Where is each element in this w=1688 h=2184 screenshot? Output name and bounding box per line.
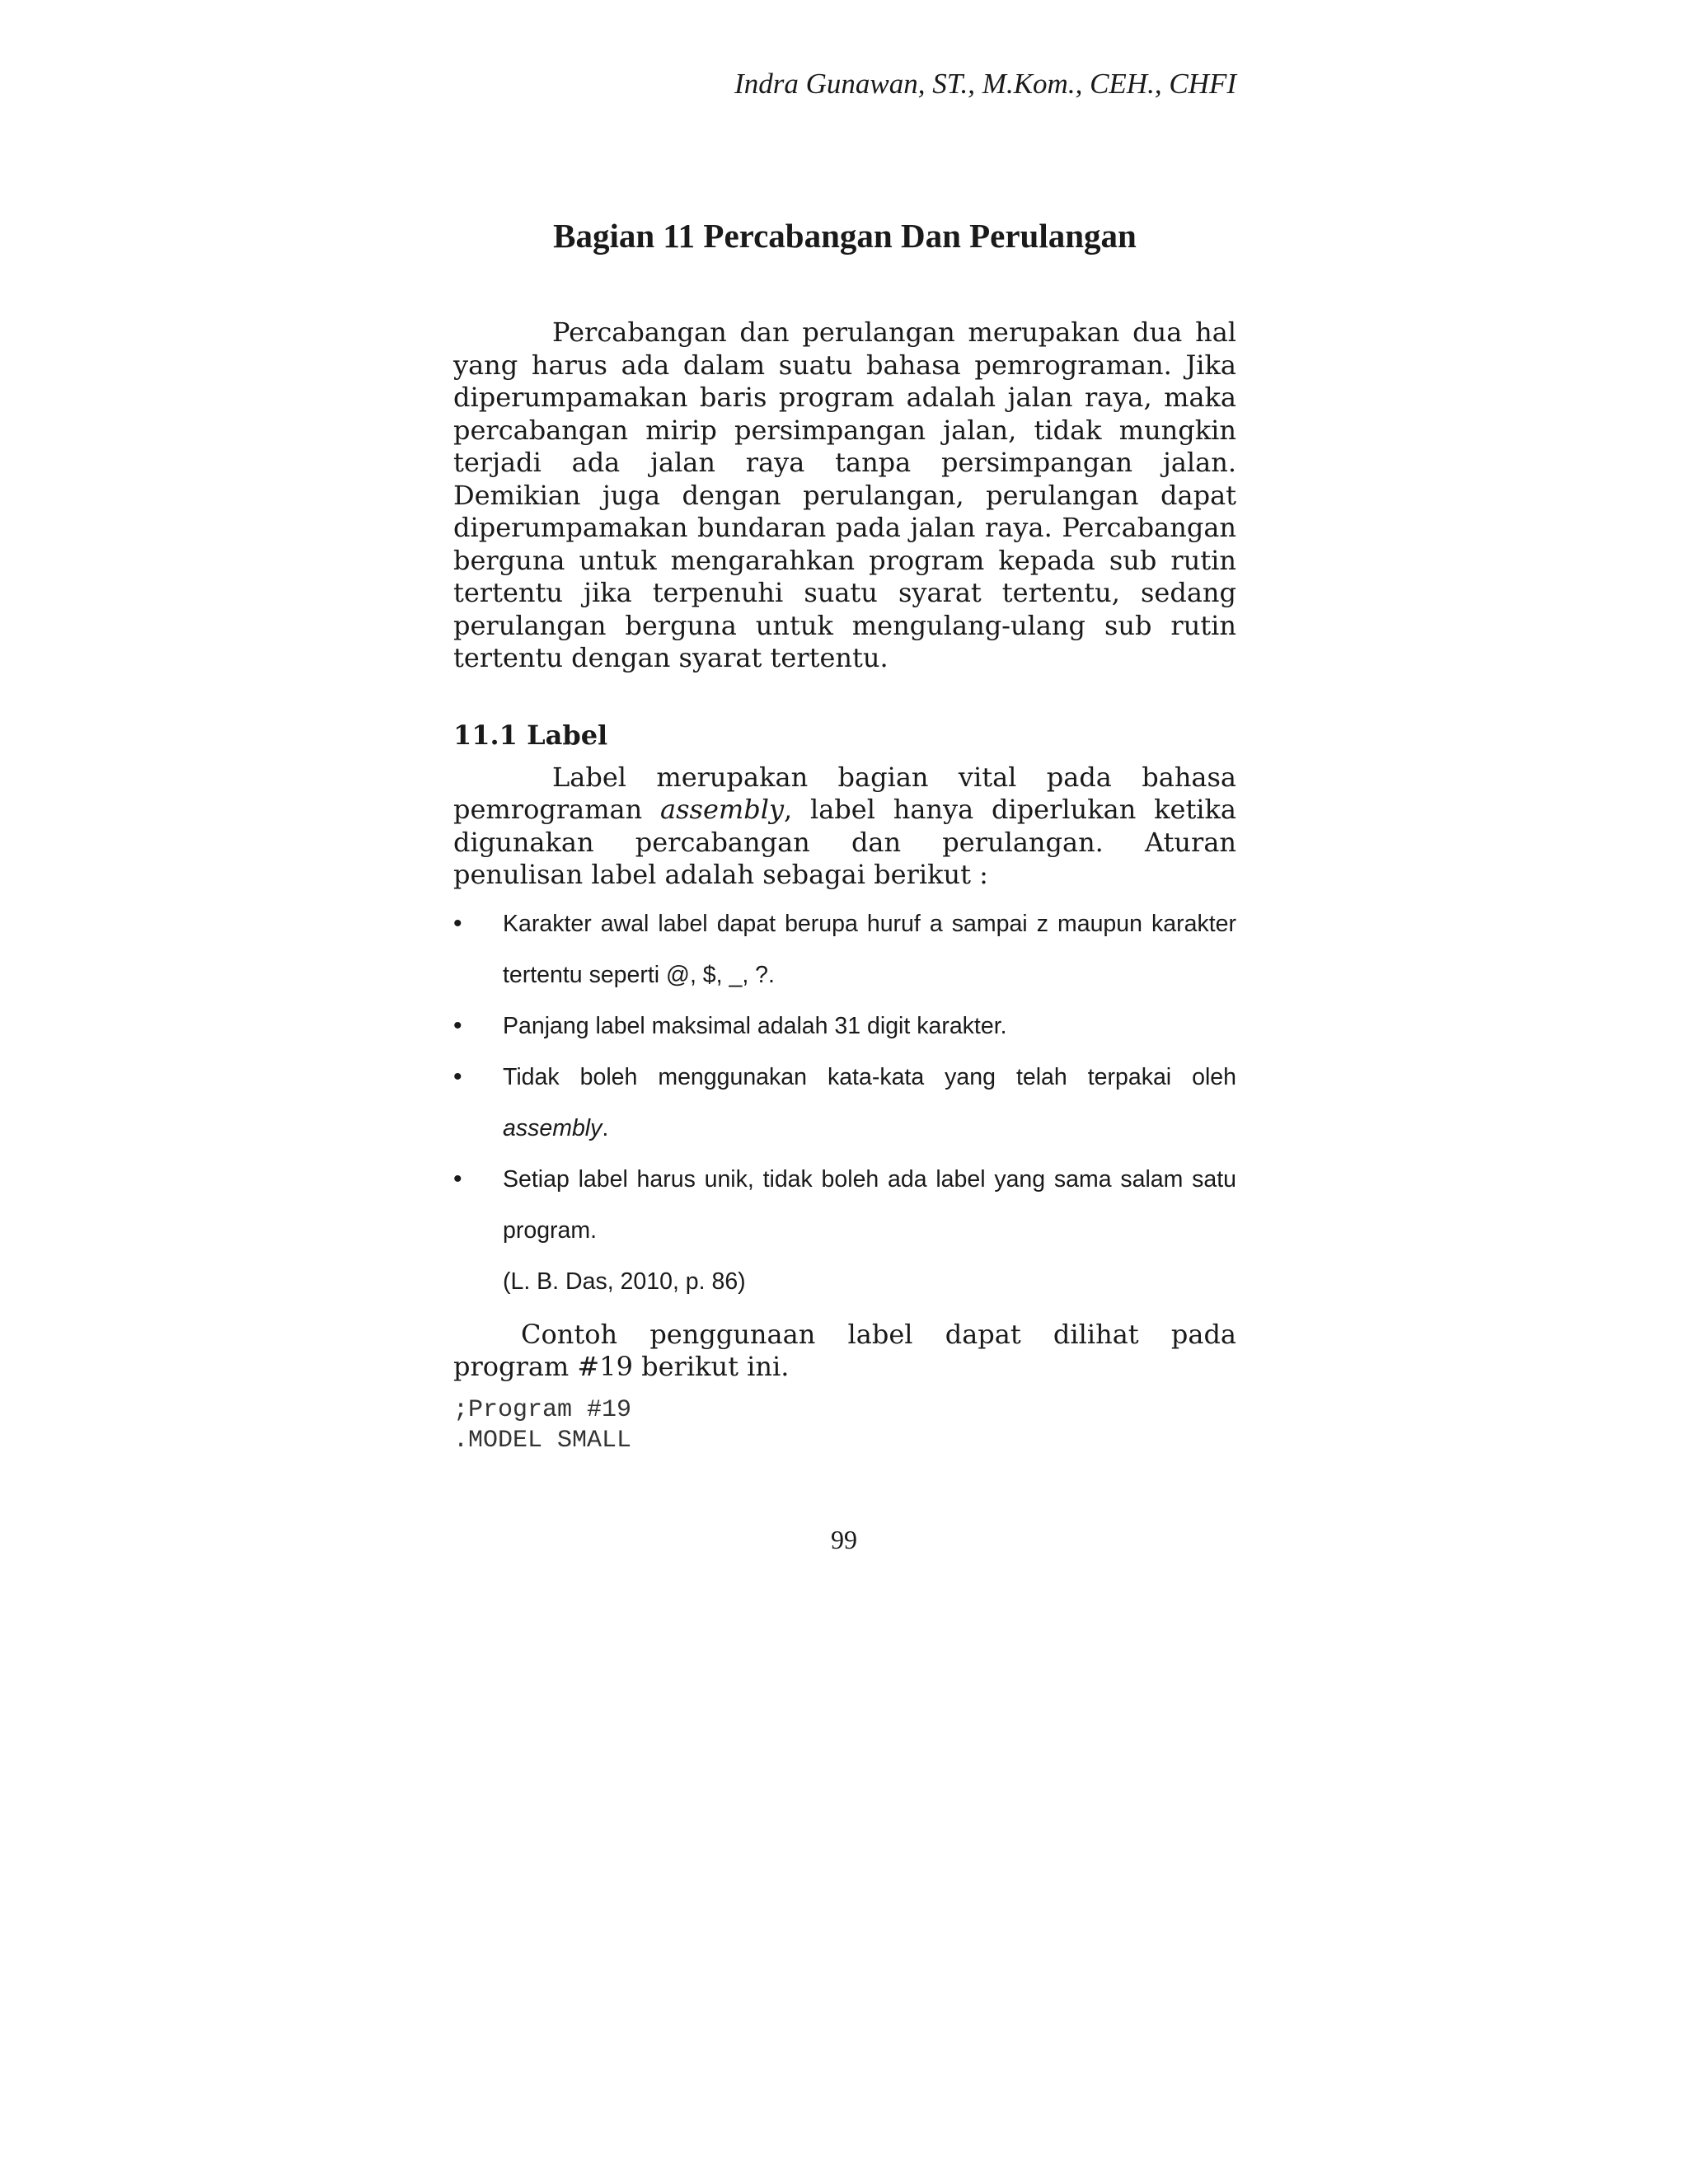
section-heading: 11.1 Label — [453, 719, 608, 751]
label-paragraph-emphasis: assembly — [660, 794, 785, 825]
code-block — [453, 1395, 1236, 1456]
list-item — [453, 1154, 1236, 1256]
label-paragraph — [453, 762, 1236, 892]
citation: (L. B. Das, 2010, p. 86) — [503, 1268, 746, 1295]
label-paragraph-text: Label merupakan bagian vital pada bahasa pemrograman — [453, 761, 1236, 825]
bullet-icon: • — [453, 909, 462, 937]
page-number: 99 — [831, 1525, 857, 1554]
label-rules-list — [453, 898, 1236, 1256]
running-header-author: Indra Gunawan, ST., M.Kom., CEH., CHFI — [734, 68, 1236, 100]
bullet-icon: • — [453, 1062, 462, 1090]
rule-text: Panjang label maksimal adalah 31 digit karakter. — [503, 1012, 1007, 1039]
example-intro-paragraph: Contoh penggunaan label dapat dilihat pada program #19 berikut ini. — [453, 1318, 1236, 1382]
rule-text: Tidak boleh menggunakan kata-kata yang telah terpakai oleh — [503, 1063, 1236, 1090]
rule-emphasis: assembly — [503, 1114, 603, 1141]
rule-text: Setiap label harus unik, tidak boleh ada label yang sama salam satu program. — [503, 1165, 1236, 1244]
page-content — [453, 316, 1236, 1456]
list-item — [453, 898, 1236, 1001]
code-line: .MODEL SMALL — [453, 1426, 632, 1455]
label-paragraph-text-cont: , label hanya diperlukan ketika digunakan percabangan dan perulangan. Aturan penulisan label adalah sebagai berikut : — [453, 794, 1237, 890]
list-item — [453, 1052, 1236, 1154]
bullet-icon: • — [453, 1165, 462, 1193]
rule-text: Karakter awal label dapat berupa huruf a sampai z maupun karakter tertentu seperti @, $, _, ?. — [503, 910, 1236, 988]
chapter-title: Bagian 11 Percabangan Dan Perulangan — [553, 217, 1137, 255]
bullet-icon: • — [453, 1011, 462, 1039]
intro-paragraph: Percabangan dan perulangan merupakan dua hal yang harus ada dalam suatu bahasa pemrograman. Jika diperumpamakan baris program adalah jalan raya, maka percabangan mirip persimpangan jalan, tidak mungkin terjadi ada jalan raya tanpa persimpangan jalan. Demikian juga dengan perulangan, perulangan dapat diperumpamakan bundaran pada jalan raya. Percabangan berguna untuk mengarahkan program kepada sub rutin tertentu jika terpenuhi suatu syarat tertentu, sedang perulangan berguna untuk mengulang-ulang sub rutin tertentu dengan syarat tertentu. — [453, 316, 1236, 673]
list-item — [453, 1001, 1236, 1052]
rule-suffix: . — [602, 1114, 609, 1141]
code-line: ;Program #19 — [453, 1395, 632, 1424]
